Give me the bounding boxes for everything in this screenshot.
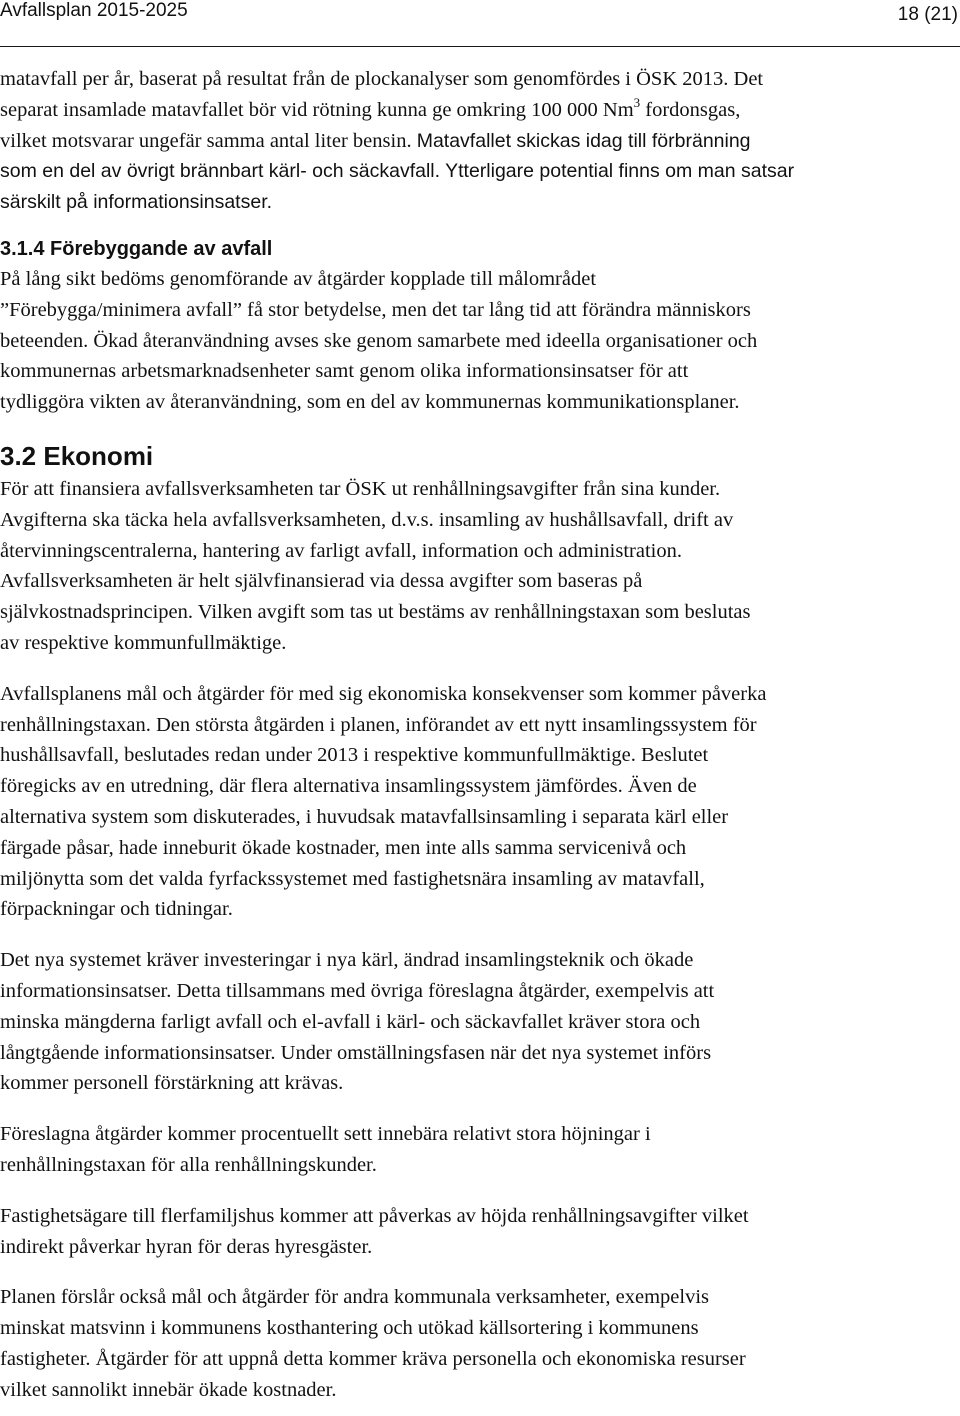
text-line: beteenden. Ökad återanvändning avses ske genom samarbete med ideella organisationer och xyxy=(0,329,758,352)
text-line: matavfall per år, baserat på resultat från de plockanalyser som genomfördes i ÖSK 2013. Det xyxy=(0,68,764,90)
text-line: kommunernas arbetsmarknadsenheter samt genom olika informationsinsatser för att xyxy=(0,360,689,383)
ekonomi-paragraph-1 xyxy=(0,474,956,659)
text-line: färgade påsar, hade inneburit ökade kostnader, men inte alls samma servicenivå och xyxy=(0,836,687,859)
text-line: långtgående informationsinsatser. Under omställningsfasen när det nya systemet införs xyxy=(0,1041,712,1064)
text-line: Föreslagna åtgärder kommer procentuellt sett innebära relativt stora höjningar i xyxy=(0,1123,651,1146)
text-line: vilket motsvarar ungefär samma antal liter bensin. Matavfallet skickas idag till förbränning xyxy=(0,129,751,152)
text-line: informationsinsatser. Detta tillsammans med övriga föreslagna åtgärder, exempelvis att xyxy=(0,979,715,1002)
text-line: särskilt på informationsinsatser. xyxy=(0,191,273,214)
text-line: Avgifterna ska täcka hela avfallsverksamheten, d.v.s. insamling av hushållsavfall, drift av xyxy=(0,508,734,531)
ekonomi-paragraph-4 xyxy=(0,1119,956,1181)
page-number: 18 (21) xyxy=(897,4,958,25)
text-line: ”Förebygga/minimera avfall” få stor betydelse, men det tar lång tid att förändra människors xyxy=(0,298,751,321)
text-line: fastigheter. Åtgärder för att uppnå detta kommer kräva personella och ekonomiska resurser xyxy=(0,1347,746,1370)
superscript: 3 xyxy=(633,94,641,110)
text-line: miljönytta som det valda fyrfackssystemet med fastighetsnära insamling av matavfall, xyxy=(0,867,705,890)
text-line: hushållsavfall, beslutades redan under 2013 i respektive kommunfullmäktige. Beslutet xyxy=(0,744,709,767)
section-heading-3-1-4: 3.1.4 Förebyggande av avfall xyxy=(0,237,273,260)
text-line: renhållningstaxan för alla renhållningskunder. xyxy=(0,1153,377,1176)
ekonomi-paragraph-5 xyxy=(0,1201,956,1263)
text-line: minska mängderna farligt avfall och el-avfall i kärl- och säckavfallet kräver stora och xyxy=(0,1010,701,1033)
ekonomi-paragraph-3 xyxy=(0,945,956,1099)
text-line: som en del av övrigt brännbart kärl- och säckavfall. Ytterligare potential finns om man satsar xyxy=(0,160,795,183)
text-line: renhållningstaxan. Den största åtgärden i planen, införandet av ett nytt insamlingssystem för xyxy=(0,713,757,736)
text-line: För att finansiera avfallsverksamheten tar ÖSK ut renhållningsavgifter från sina kunder. xyxy=(0,477,721,500)
text-line: Avfallsverksamheten är helt självfinansierad via dessa avgifter som baseras på xyxy=(0,570,643,593)
text-line: föregicks av en utredning, där flera alternativa insamlingssystem jämfördes. Även de xyxy=(0,775,697,798)
ekonomi-paragraph-6 xyxy=(0,1282,956,1405)
section-heading-3-2: 3.2 Ekonomi xyxy=(0,440,154,471)
text-line: alternativa system som diskuterades, i huvudsak matavfallsinsamling i separata kärl eller xyxy=(0,805,729,828)
text-line: På lång sikt bedöms genomförande av åtgärder kopplade till målområdet xyxy=(0,267,597,290)
ekonomi-paragraph-2 xyxy=(0,679,956,925)
text-line: självkostnadsprincipen. Vilken avgift som tas ut bestäms av renhållningstaxan som beslutas xyxy=(0,601,751,624)
text-line: Planen förslår också mål och åtgärder för andra kommunala verksamheter, exempelvis xyxy=(0,1286,710,1309)
page-header xyxy=(0,0,960,47)
text-line: minskat matsvinn i kommunens kosthantering och utökad källsortering i kommunens xyxy=(0,1317,699,1340)
text-line: kommer personell förstärkning att krävas. xyxy=(0,1072,344,1095)
document-title: Avfallsplan 2015-2025 xyxy=(0,0,188,21)
text-line: Det nya systemet kräver investeringar i nya kärl, ändrad insamlingsteknik och ökade xyxy=(0,949,694,972)
text-line: av respektive kommunfullmäktige. xyxy=(0,631,287,654)
section-3-1-4-paragraph xyxy=(0,264,956,418)
text-line: Avfallsplanens mål och åtgärder för med sig ekonomiska konsekvenser som kommer påverka xyxy=(0,682,767,705)
text-line: Fastighetsägare till flerfamiljshus kommer att påverkas av höjda renhållningsavgifter vilket xyxy=(0,1204,749,1227)
text-line: vilket sannolikt innebär ökade kostnader. xyxy=(0,1378,337,1401)
text-line: förpackningar och tidningar. xyxy=(0,898,233,921)
text-line: separat insamlade matavfallet bör vid rötning kunna ge omkring 100 000 Nm$^3$ fordonsgas, xyxy=(0,94,741,121)
document-body xyxy=(0,64,956,1405)
text-line: indirekt påverkar hyran för deras hyresgäster. xyxy=(0,1235,373,1258)
text-line: återvinningscentralerna, hantering av farligt avfall, information och administration. xyxy=(0,539,682,562)
intro-paragraph xyxy=(0,64,956,218)
text-line: tydliggöra vikten av återanvändning, som en del av kommunernas kommunikationsplaner. xyxy=(0,391,740,414)
